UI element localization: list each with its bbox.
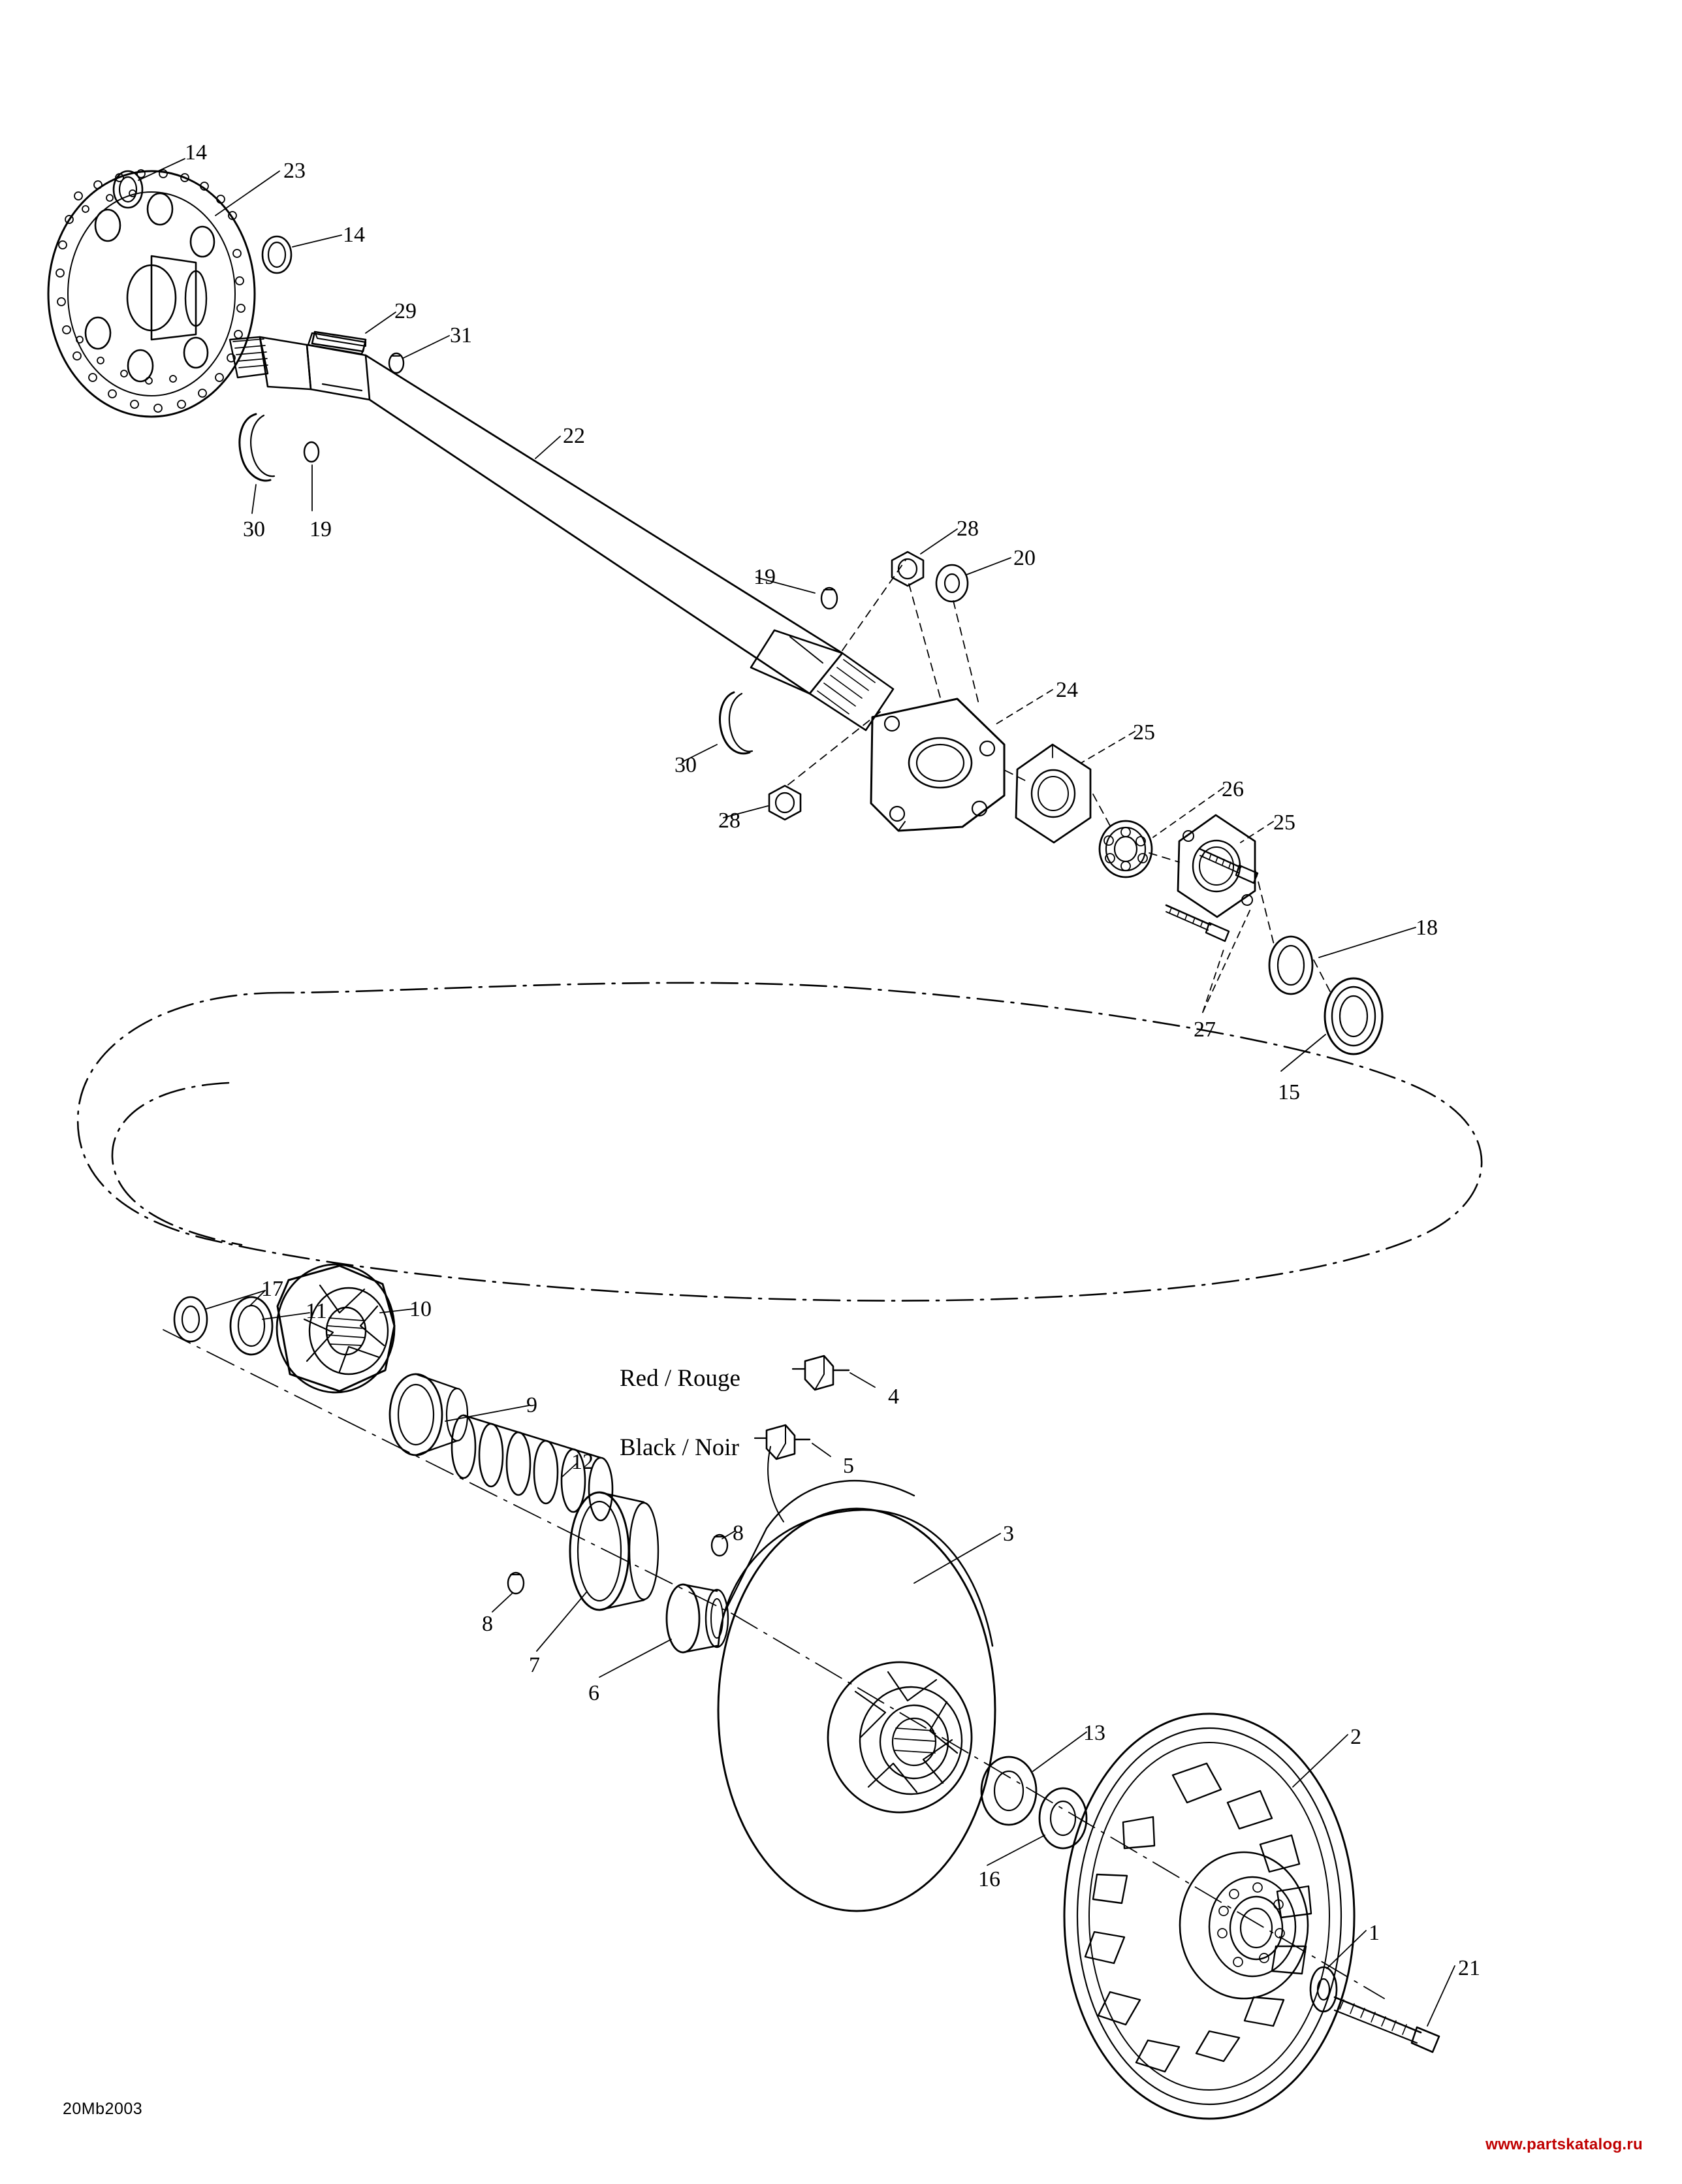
cam-ring-part-7 [570, 1492, 658, 1610]
screw-part-27-b [1166, 905, 1229, 941]
callout-25-a: 25 [1133, 720, 1155, 745]
callout-5: 5 [843, 1454, 854, 1478]
nut-part-28-lower [769, 786, 801, 820]
roller-pin-part-8-right [712, 1535, 727, 1556]
label-red-rouge: Red / Rouge [620, 1365, 740, 1392]
ring-part-18 [1269, 937, 1312, 994]
spring-seat-part-9 [390, 1374, 468, 1455]
red-rouge-connector-part-4 [793, 1356, 849, 1390]
callout-6: 6 [588, 1681, 599, 1705]
callout-14-b: 14 [343, 223, 365, 247]
callout-18: 18 [1416, 916, 1438, 940]
callout-28-a: 28 [957, 517, 979, 541]
callout-28-b: 28 [718, 809, 740, 833]
callout-22: 22 [563, 424, 585, 448]
washer-part-1 [1310, 1967, 1337, 2012]
washer-part-20 [936, 565, 968, 602]
brake-disc-part-23 [48, 170, 255, 417]
leader-lines [138, 159, 1455, 2026]
drive-belt-outline [78, 983, 1482, 1301]
callout-7: 7 [529, 1653, 540, 1677]
callout-11: 11 [306, 1299, 327, 1323]
callout-9: 9 [526, 1393, 537, 1417]
callout-27: 27 [1194, 1018, 1216, 1042]
bushing-part-11 [230, 1297, 272, 1355]
nut-part-28-upper [892, 552, 923, 586]
callout-16: 16 [978, 1867, 1000, 1891]
callout-19-b: 19 [754, 565, 776, 589]
callout-31: 31 [450, 323, 472, 347]
screw-part-27-a [1200, 849, 1258, 883]
flange-plate-part-25-a [1016, 745, 1090, 843]
callout-10: 10 [409, 1297, 432, 1321]
callout-1: 1 [1369, 1921, 1380, 1945]
callout-13: 13 [1083, 1721, 1105, 1745]
shim-washer-part-13 [981, 1757, 1036, 1825]
flange-plate-part-25-b [1178, 815, 1255, 917]
callout-17: 17 [261, 1277, 283, 1301]
washer-part-17 [174, 1297, 207, 1341]
ball-bearing-part-26 [1100, 821, 1152, 877]
callout-2: 2 [1350, 1725, 1361, 1749]
callout-29: 29 [394, 299, 417, 323]
callout-8-b: 8 [482, 1612, 493, 1636]
callout-4: 4 [888, 1385, 899, 1409]
callout-26: 26 [1222, 777, 1244, 801]
watermark-url: www.partskatalog.ru [1485, 2136, 1643, 2153]
o-ring-part-14-left [114, 171, 142, 208]
cotter-pin-part-19-left [304, 442, 319, 462]
callout-25-b: 25 [1273, 811, 1295, 835]
seal-part-15 [1325, 978, 1382, 1054]
callout-24: 24 [1056, 678, 1078, 702]
callout-19-a: 19 [309, 517, 332, 541]
callout-14-a: 14 [185, 140, 207, 165]
callout-3: 3 [1003, 1522, 1014, 1546]
callout-30-b: 30 [674, 753, 697, 777]
bearing-support-plate-part-24 [871, 699, 1004, 831]
roller-pin-part-8-left [508, 1573, 524, 1594]
bolt-part-21 [1335, 1997, 1439, 2052]
callout-15: 15 [1278, 1080, 1300, 1104]
callout-8-a: 8 [733, 1521, 744, 1545]
callout-21: 21 [1458, 1956, 1480, 1980]
assembly-center-line [163, 1330, 1384, 1999]
fixed-sheave-fan-part-2 [1064, 1714, 1354, 2119]
callout-30-a: 30 [243, 517, 265, 541]
pin-part-31 [389, 353, 404, 373]
black-noir-connector-part-5 [755, 1425, 810, 1459]
label-black-noir: Black / Noir [620, 1434, 739, 1461]
sheet-code: 20Mb2003 [63, 2100, 143, 2118]
governor-cup-part-10 [277, 1264, 394, 1392]
callout-12: 12 [571, 1450, 594, 1474]
callout-20: 20 [1013, 546, 1036, 570]
retaining-ring-part-30-right [720, 692, 752, 754]
movable-sheave-disc-part-3 [718, 1481, 995, 1911]
cotter-pin-part-19-mid [821, 588, 837, 609]
callout-23: 23 [283, 159, 306, 183]
o-ring-part-14-right [262, 236, 291, 273]
retaining-ring-part-30-left [240, 414, 274, 481]
